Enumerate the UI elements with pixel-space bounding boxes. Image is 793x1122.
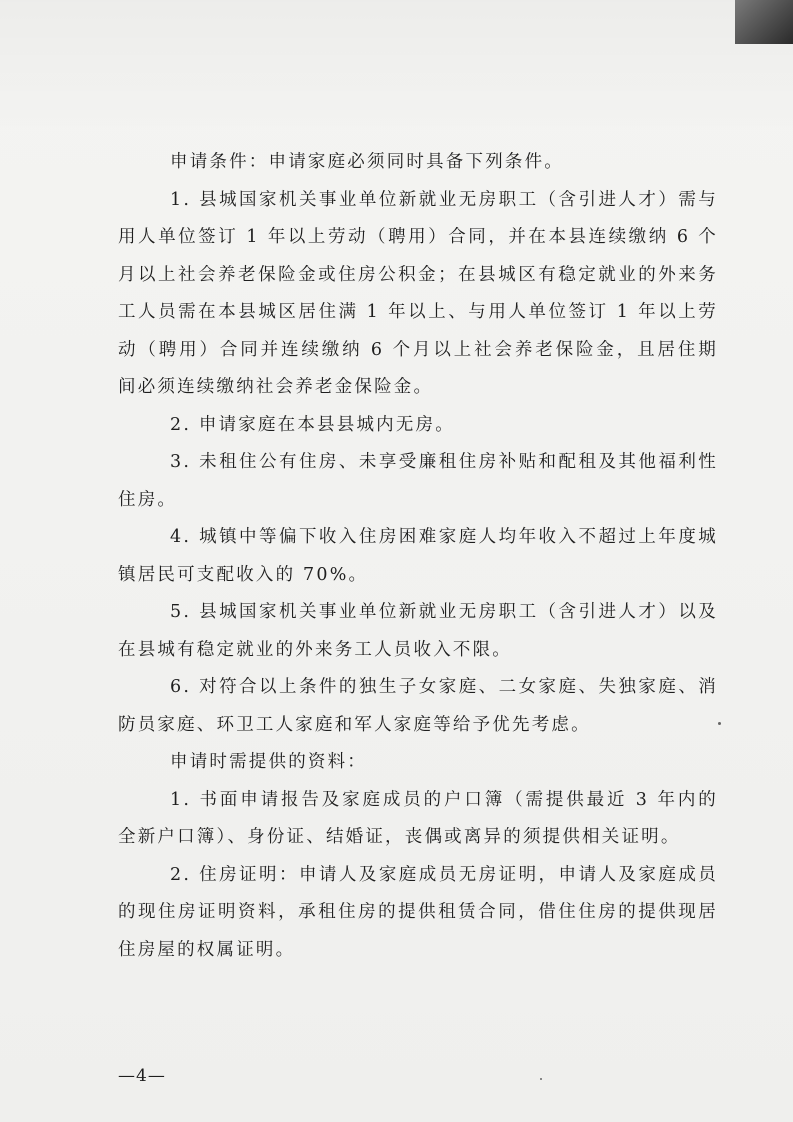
condition-item-5: 5. 县城国家机关事业单位新就业无房职工（含引进人才）以及在县城有稳定就业的外来务工人员收入不限。	[118, 602, 718, 660]
condition-item-2: 2. 申请家庭在本县县城内无房。	[170, 414, 455, 435]
section-heading-conditions: 申请条件：申请家庭必须同时具备下列条件。	[170, 152, 564, 172]
page-number: —4—	[118, 1066, 166, 1086]
scan-corner-mark	[735, 0, 793, 44]
scan-speck	[540, 1078, 542, 1080]
condition-item-4: 4. 城镇中等偏下收入住房困难家庭人均年收入不超过上年度城镇居民可支配收入的 70%。	[118, 527, 718, 585]
document-body	[118, 144, 718, 969]
condition-item-6: 6. 对符合以上条件的独生子女家庭、二女家庭、失独家庭、消防员家庭、环卫工人家庭和军人家庭等给予优先考虑。	[118, 677, 718, 735]
condition-item-1: 1. 县城国家机关事业单位新就业无房职工（含引进人才）需与用人单位签订 1 年以上劳动（聘用）合同，并在本县连续缴纳 6 个月以上社会养老保险金或住房公积金；在县城区有稳定就业的外来务工人员需在本县城区居住满 1 年以上、与用人单位签订 1 年以上劳动（聘用）合同并连续缴纳 6 个月以上社会养老保险金，且居住期间必须连续缴纳社会养老金保险金。	[118, 189, 718, 397]
condition-item-3: 3. 未租住公有住房、未享受廉租住房补贴和配租及其他福利性住房。	[118, 452, 718, 510]
scan-shadow	[0, 0, 793, 135]
material-item-1: 1. 书面申请报告及家庭成员的户口簿（需提供最近 3 年内的全新户口簿）、身份证、结婚证，丧偶或离异的须提供相关证明。	[118, 789, 718, 847]
scan-speck	[718, 722, 721, 725]
section-heading-materials: 申请时需提供的资料：	[170, 752, 367, 772]
material-item-2: 2. 住房证明：申请人及家庭成员无房证明，申请人及家庭成员的现住房证明资料，承租住房的提供租赁合同，借住住房的提供现居住房屋的权属证明。	[118, 864, 718, 960]
